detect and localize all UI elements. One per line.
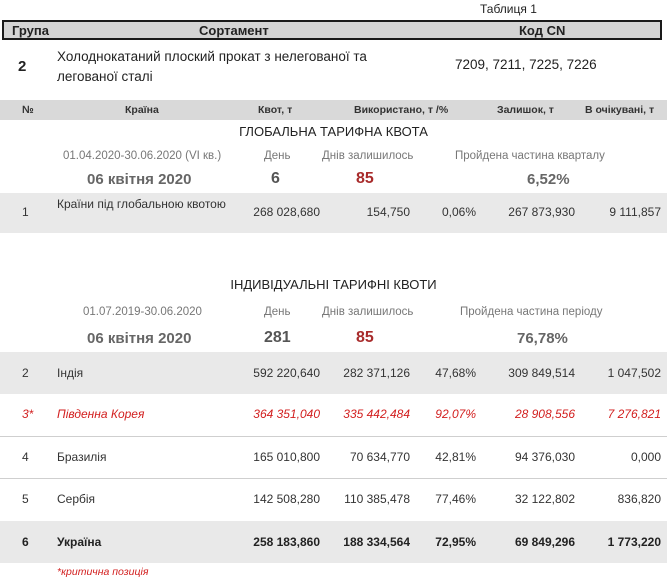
table-row xyxy=(0,352,667,394)
row-quota: 592 220,640 xyxy=(253,366,320,380)
global-days-left-value: 85 xyxy=(356,170,374,187)
col-remaining: Залишок, т xyxy=(497,104,554,116)
row-country: Індія xyxy=(57,366,84,380)
global-passed-value: 6,52% xyxy=(527,171,570,188)
row-pending: 836,820 xyxy=(617,492,661,506)
col-country: Країна xyxy=(125,104,159,116)
row-pending: 7 276,821 xyxy=(607,407,661,421)
row-remaining: 309 849,514 xyxy=(508,366,575,380)
row-used: 335 442,484 xyxy=(343,407,410,421)
individual-period: 01.07.2019-30.06.2020 xyxy=(83,306,202,318)
row-country: Бразилія xyxy=(57,450,107,464)
global-date: 06 квітня 2020 xyxy=(87,171,192,188)
row-country: Україна xyxy=(57,535,102,549)
header-group: Група xyxy=(12,23,49,38)
row-remaining: 32 122,802 xyxy=(514,492,575,506)
row-num: 2 xyxy=(22,366,29,380)
col-pending: В очікувані, т xyxy=(585,104,655,116)
individual-day-label: День xyxy=(264,306,291,318)
table-header xyxy=(2,20,662,40)
row-quota: 165 010,800 xyxy=(253,450,320,464)
product-codes: 7209, 7211, 7225, 7226 xyxy=(455,57,597,72)
individual-passed-label: Пройдена частина періоду xyxy=(460,306,603,318)
col-num: № xyxy=(22,104,34,116)
table-row-critical xyxy=(0,394,667,436)
individual-days-left-label: Днів залишилось xyxy=(322,306,414,318)
global-passed-label: Пройдена частина кварталу xyxy=(455,150,605,162)
row-num: 3* xyxy=(22,407,34,421)
row-num: 5 xyxy=(22,492,29,506)
row-pending: 1 773,220 xyxy=(607,535,661,549)
individual-date: 06 квітня 2020 xyxy=(87,330,192,347)
footnote-critical: *критична позиція xyxy=(57,566,149,578)
row-num: 6 xyxy=(22,535,29,549)
individual-day-value: 281 xyxy=(264,329,291,346)
global-day-label: День xyxy=(264,150,291,162)
row-num: 4 xyxy=(22,450,29,464)
global-days-left-label: Днів залишилось xyxy=(322,150,414,162)
row-pending: 0,000 xyxy=(630,450,661,464)
col-used: Використано, т /% xyxy=(354,104,449,116)
row-remaining: 69 849,296 xyxy=(514,535,575,549)
row-country: Південна Корея xyxy=(57,407,145,421)
global-period: 01.04.2020-30.06.2020 (VI кв.) xyxy=(63,150,222,162)
header-assortment: Сортамент xyxy=(199,23,269,38)
table-row-highlighted xyxy=(0,521,667,563)
row-pct: 42,81% xyxy=(435,450,476,464)
row-pending: 9 111,857 xyxy=(609,205,661,219)
row-remaining: 94 376,030 xyxy=(514,450,575,464)
product-group: 2 xyxy=(18,58,27,75)
row-pct: 72,95% xyxy=(435,535,476,549)
row-quota: 268 028,680 xyxy=(253,205,320,219)
row-used: 70 634,770 xyxy=(349,450,410,464)
column-header-row xyxy=(0,100,667,120)
table-row xyxy=(0,437,667,478)
individual-section-title: ІНДИВІДУАЛЬНІ ТАРИФНІ КВОТИ xyxy=(230,277,437,292)
row-quota: 142 508,280 xyxy=(253,492,320,506)
row-remaining: 267 873,930 xyxy=(508,205,575,219)
row-pending: 1 047,502 xyxy=(607,366,661,380)
row-used: 110 385,478 xyxy=(344,492,410,506)
row-pct: 47,68% xyxy=(435,366,476,380)
row-country: Сербія xyxy=(57,492,96,506)
table-caption: Таблиця 1 xyxy=(480,2,537,16)
table-row xyxy=(0,193,667,233)
row-used: 282 371,126 xyxy=(343,366,410,380)
global-section-title: ГЛОБАЛЬНА ТАРИФНА КВОТА xyxy=(239,124,428,139)
row-used: 154,750 xyxy=(366,205,410,219)
row-pct: 0,06% xyxy=(441,205,476,219)
individual-days-left-value: 85 xyxy=(356,329,374,346)
row-remaining: 28 908,556 xyxy=(514,407,575,421)
row-used: 188 334,564 xyxy=(343,535,410,549)
global-day-value: 6 xyxy=(271,170,280,187)
header-code: Код CN xyxy=(519,23,566,38)
row-country: Країни під глобальною квотою xyxy=(57,197,226,211)
col-quota: Квот, т xyxy=(258,104,293,116)
row-pct: 92,07% xyxy=(435,407,476,421)
row-quota: 364 351,040 xyxy=(253,407,320,421)
individual-passed-value: 76,78% xyxy=(517,330,568,347)
row-quota: 258 183,860 xyxy=(253,535,320,549)
table-row xyxy=(0,479,667,520)
row-pct: 77,46% xyxy=(435,492,476,506)
product-name: Холоднокатаний плоский прокат з нелегованої та легованої сталі xyxy=(57,49,367,84)
row-num: 1 xyxy=(22,205,29,219)
